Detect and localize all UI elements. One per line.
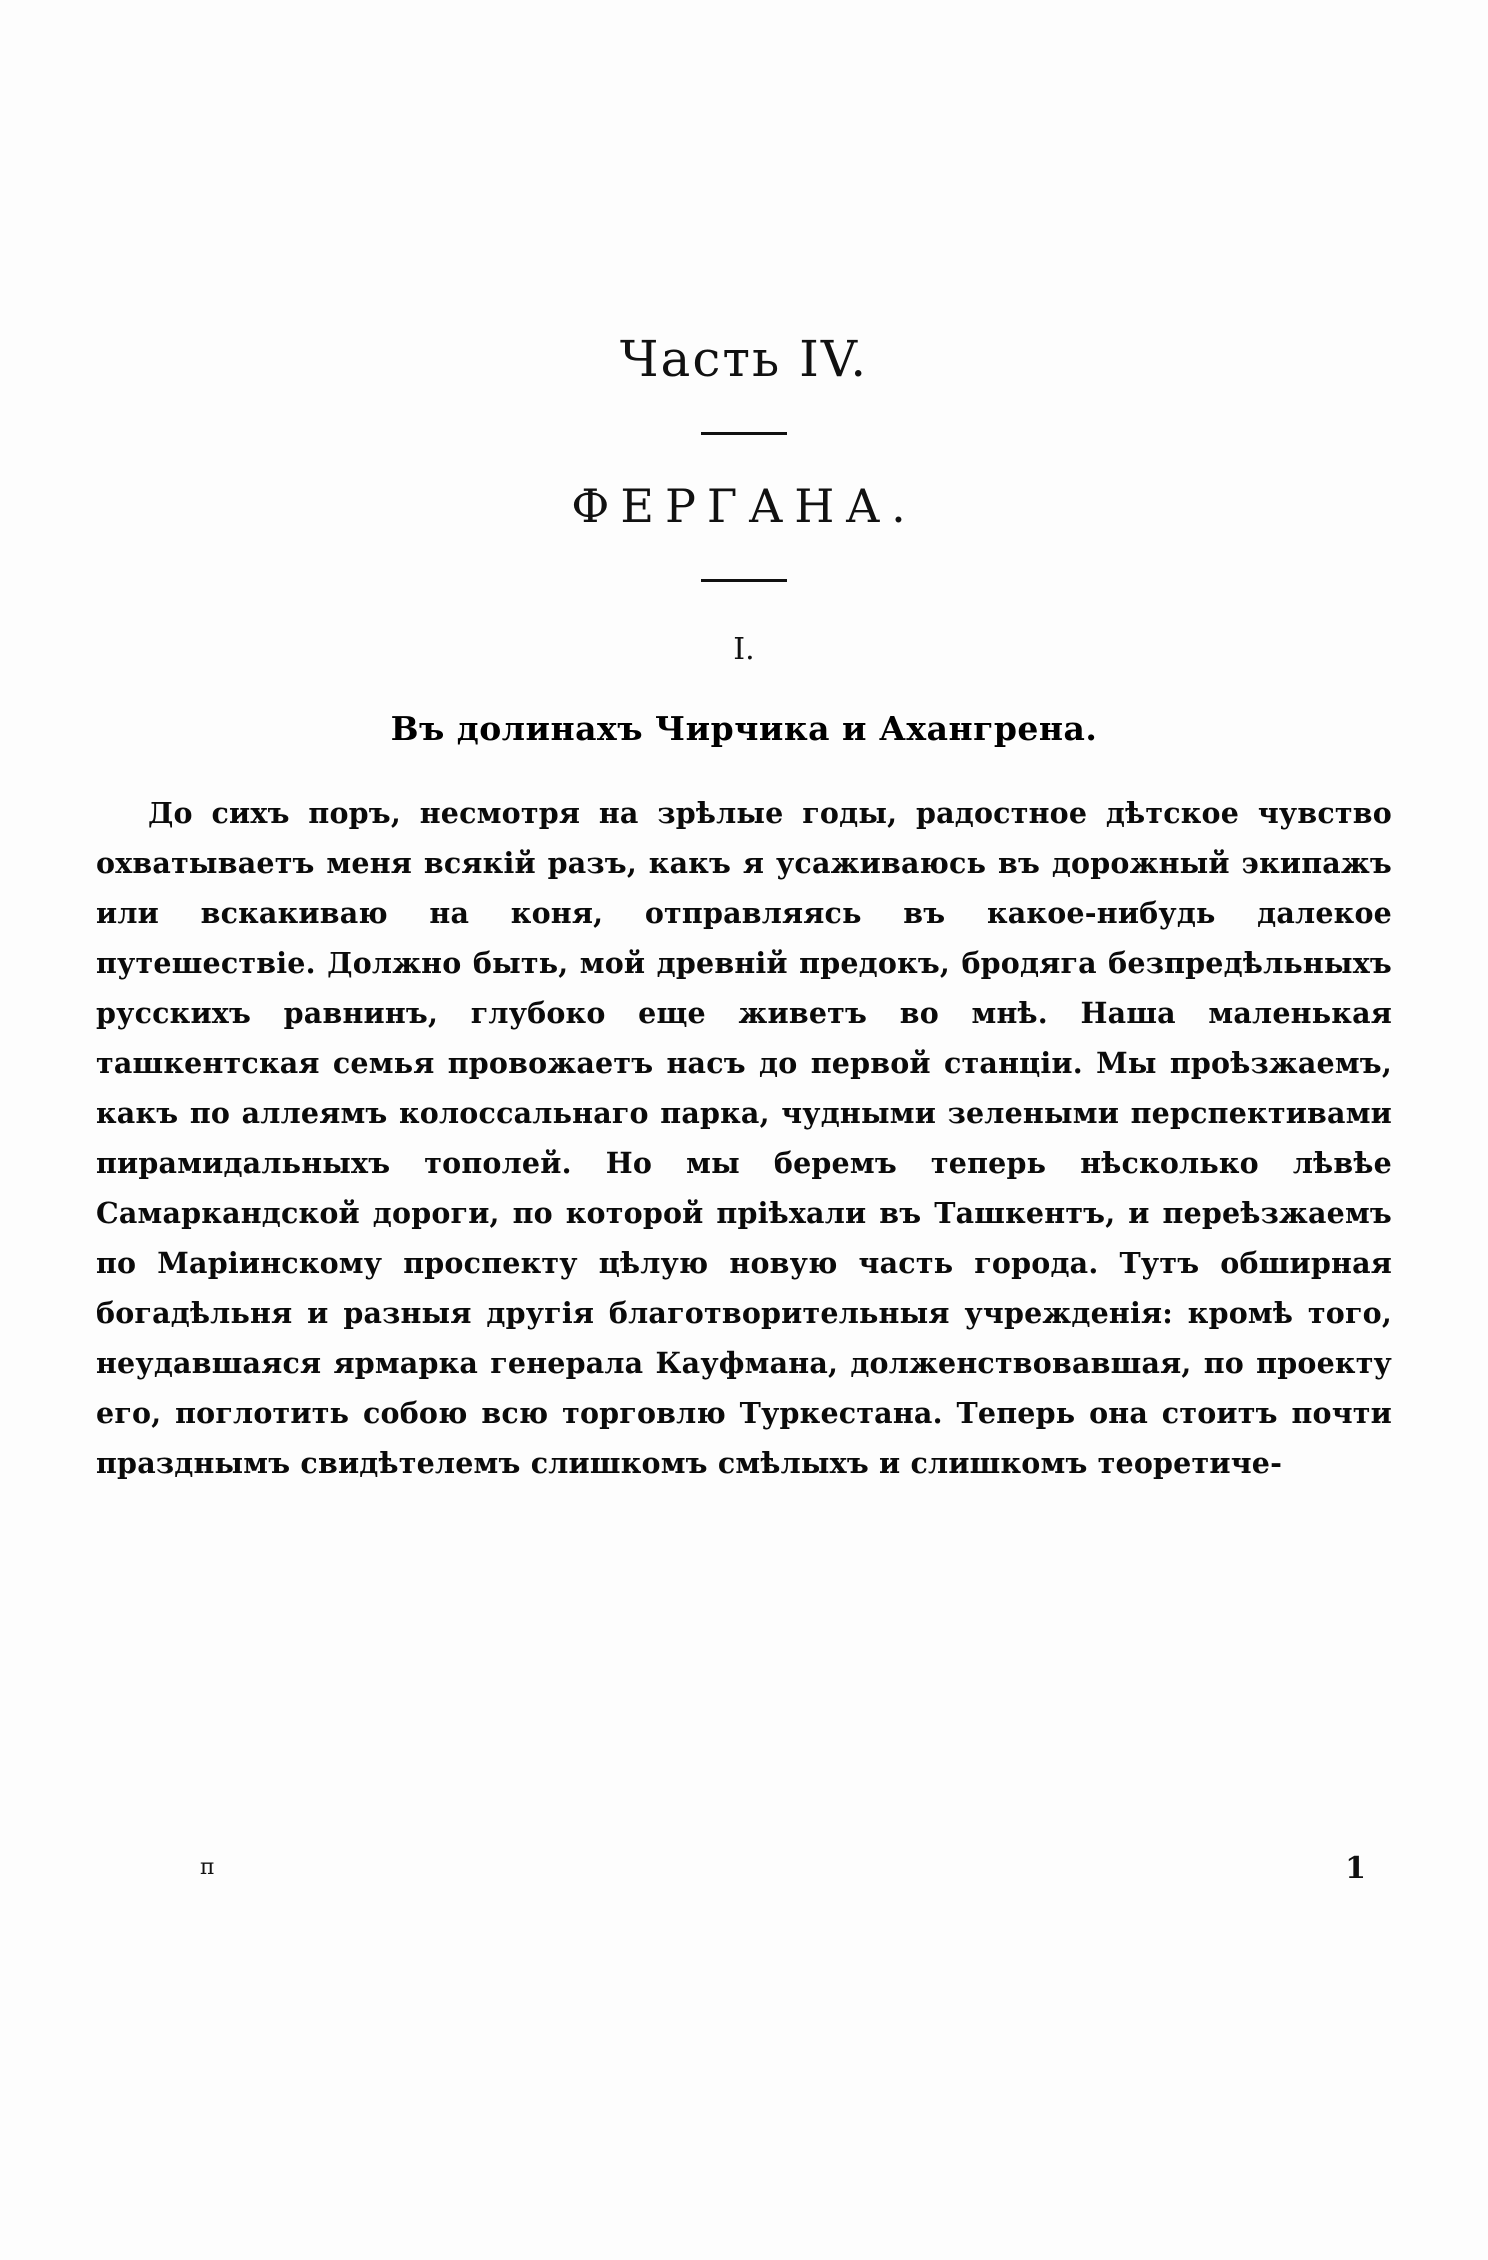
chapter-number: I.: [733, 632, 755, 667]
signature-mark: п: [200, 1855, 215, 1880]
page-number: 1: [1345, 1851, 1366, 1886]
divider-rule-top: [701, 432, 787, 435]
chapter-heading: Въ долинахъ Чирчика и Ахангрена.: [390, 709, 1098, 748]
part-title: Часть IV.: [619, 330, 869, 388]
book-title: ФЕРГАНА.: [571, 479, 917, 533]
body-paragraph: [96, 788, 1392, 1488]
paragraph-text: До сихъ поръ, несмотря на зрѣлые годы, радостное дѣтское чувство охватываетъ меня всякій разъ, какъ я усаживаюсь въ дорожный экипажъ или вскакиваю на коня, отправляясь въ какое-нибудь далекое путешествіе. Должно быть, мой древній предокъ, бродяга безпредѣльныхъ русскихъ равнинъ, глубоко еще живетъ во мнѣ. Наша маленькая ташкентская семья провожаетъ насъ до первой станціи. Мы проѣзжаемъ, какъ по аллеямъ колоссальнаго парка, чудными зелеными перспективами пирамидальныхъ тополей. Но мы беремъ теперь нѣсколько лѣвѣе Самаркандской дороги, по которой пріѣхали въ Ташкентъ, и переѣзжаемъ по Маріинскому проспекту цѣлую новую часть города. Тутъ обширная богадѣльня и разныя другія благотворительныя учрежденія: кромѣ того, неудавшаяся ярмарка генерала Кауфмана, долженствовавшая, по проекту его, поглотить собою всю торговлю Туркестана. Теперь она стоитъ почти празднымъ свидѣтелемъ слишкомъ смѣлыхъ и слишкомъ теоретиче-: [96, 796, 1392, 1480]
divider-rule-bottom: [701, 579, 787, 582]
page-footer: [96, 1851, 1392, 1895]
page-content: [96, 330, 1392, 1517]
